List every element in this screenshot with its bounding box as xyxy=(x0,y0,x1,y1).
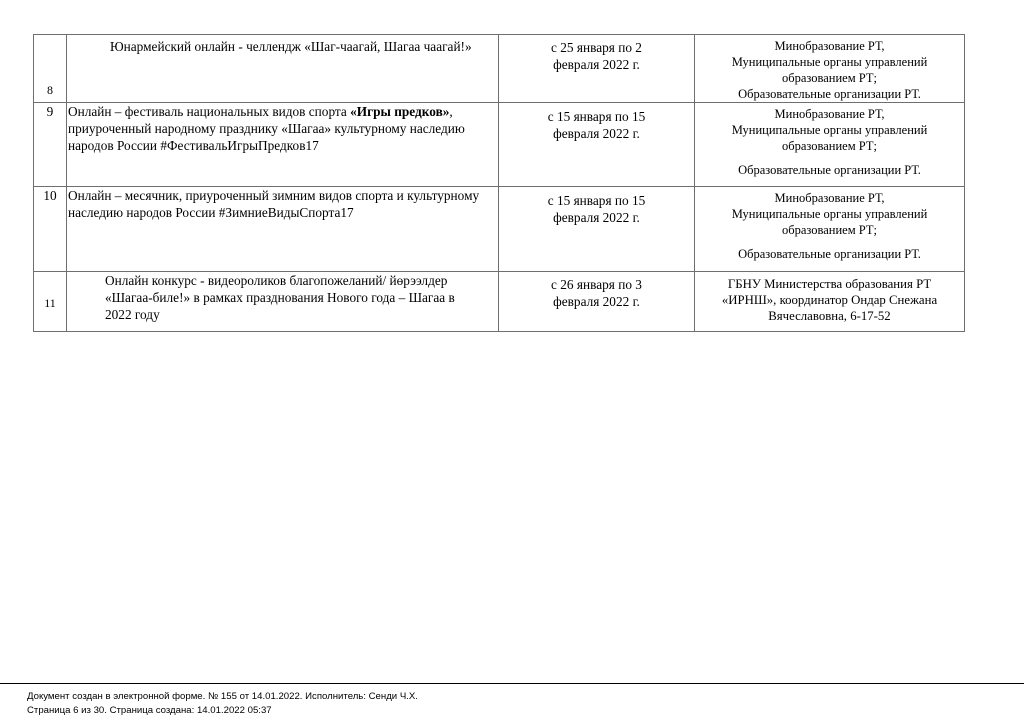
event-title-cell xyxy=(67,187,499,272)
org-line: Образовательные организации РТ. xyxy=(738,163,921,177)
responsible-org-cell xyxy=(695,103,965,187)
event-title: Юнармейский онлайн - челлендж «Шаг-чаагай, Шагаа чаагай!» xyxy=(110,39,472,54)
org-line: Муниципальные органы управлений xyxy=(731,207,928,221)
event-date-line1: с 15 января по 15 xyxy=(547,109,646,124)
event-date-line1: с 15 января по 15 xyxy=(547,193,646,208)
table-row xyxy=(34,103,965,187)
org-line: образованием РТ; xyxy=(782,71,877,85)
row-number-cell xyxy=(34,272,67,332)
event-date-line1: с 26 января по 3 xyxy=(551,277,642,292)
org-line: образованием РТ; xyxy=(782,139,877,153)
event-date-line2: февраля 2022 г. xyxy=(553,57,640,72)
event-date-line2: февраля 2022 г. xyxy=(553,126,640,141)
responsible-org: ГБНУ Министерства образования РТ «ИРНШ», координатор Ондар Снежана Вячеславовна, 6-17-52 xyxy=(721,277,938,323)
event-title-bold: «Игры предков» xyxy=(350,104,450,119)
responsible-org-cell xyxy=(695,187,965,272)
row-number: 10 xyxy=(43,188,57,203)
table-row xyxy=(34,272,965,332)
row-number-cell xyxy=(34,187,67,272)
org-line: Образовательные организации РТ. xyxy=(738,247,921,261)
event-title xyxy=(68,104,465,153)
event-date-cell xyxy=(499,103,695,187)
responsible-org-cell xyxy=(695,35,965,103)
org-line: Муниципальные органы управлений xyxy=(731,123,928,137)
row-number: 11 xyxy=(44,296,56,310)
event-date-line2: февраля 2022 г. xyxy=(553,294,640,309)
event-title-part: Онлайн – фестиваль национальных видов спорта xyxy=(68,104,351,119)
event-date-line1: с 25 января по 2 xyxy=(551,40,642,55)
row-number: 9 xyxy=(46,104,54,119)
event-date-cell xyxy=(499,187,695,272)
org-line: Минобразование РТ, xyxy=(774,191,885,205)
table-row xyxy=(34,35,965,103)
events-table xyxy=(33,34,965,332)
responsible-org-cell xyxy=(695,272,965,332)
row-number-cell xyxy=(34,35,67,103)
event-title-cell xyxy=(67,272,499,332)
org-line: Минобразование РТ, xyxy=(774,107,885,121)
event-title: Онлайн – месячник, приуроченный зимним видов спорта и культурному наследию народов России #ЗимниеВидыСпорта17 xyxy=(68,188,480,220)
footer-page-info: Страница 6 из 30. Страница создана: 14.01.2022 05:37 xyxy=(27,705,272,716)
footer-document-info: Документ создан в электронной форме. № 155 от 14.01.2022. Исполнитель: Сенди Ч.Х. xyxy=(27,691,418,702)
org-line: образованием РТ; xyxy=(782,223,877,237)
event-title: Онлайн конкурс - видеороликов благопожеланий/ йөрээлдер «Шагаа-биле!» в рамках празднования Нового года – Шагаа в 2022 году xyxy=(105,273,455,322)
org-line: Минобразование РТ, xyxy=(774,39,885,53)
org-line: Образовательные организации РТ. xyxy=(738,87,921,101)
row-number-cell xyxy=(34,103,67,187)
event-date-cell xyxy=(499,35,695,103)
org-line: Муниципальные органы управлений xyxy=(731,55,928,69)
event-title-cell xyxy=(67,103,499,187)
event-date-line2: февраля 2022 г. xyxy=(553,210,640,225)
event-date-cell xyxy=(499,272,695,332)
event-title-cell xyxy=(67,35,499,103)
event-title-part: , приуроченный народному празднику «Шагаа» культурному наследию народов России #ФестивальИгрыПредков17 xyxy=(68,104,465,153)
row-number: 8 xyxy=(47,83,53,97)
table-row xyxy=(34,187,965,272)
document-footer xyxy=(0,683,1024,718)
